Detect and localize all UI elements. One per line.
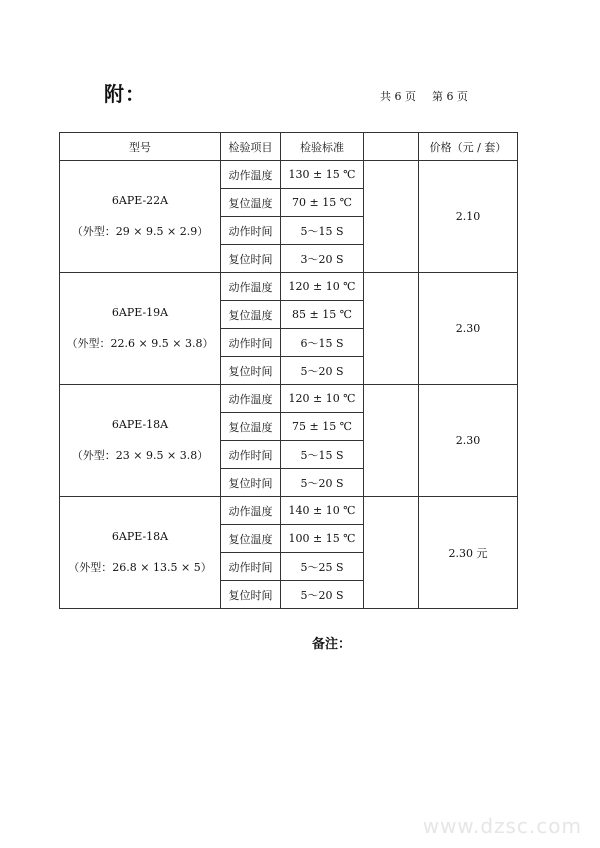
price-cell: 2.30 <box>419 273 518 385</box>
current-page: 第 6 页 <box>432 90 468 103</box>
blank-cell <box>364 273 419 385</box>
inspection-item: 动作时间 <box>221 441 281 469</box>
inspection-item: 复位时间 <box>221 357 281 385</box>
inspection-standard: 130 ± 15 ℃ <box>281 161 364 189</box>
model-dimensions: （外型：29 × 9.5 × 2.9） <box>71 225 209 238</box>
model-name: 6APE-22A <box>111 194 169 207</box>
model-name: 6APE-18A <box>111 418 169 431</box>
blank-cell <box>364 385 419 497</box>
table-header-row <box>60 133 518 161</box>
inspection-item: 复位温度 <box>221 413 281 441</box>
blank-cell <box>364 497 419 609</box>
header-model: 型号 <box>60 133 221 161</box>
inspection-item: 复位温度 <box>221 301 281 329</box>
table-row <box>60 273 518 301</box>
model-cell <box>60 385 221 497</box>
price-cell: 2.30 元 <box>419 497 518 609</box>
note-label: 备注： <box>312 637 352 652</box>
inspection-item: 复位温度 <box>221 189 281 217</box>
inspection-item: 复位时间 <box>221 469 281 497</box>
inspection-item: 动作温度 <box>221 273 281 301</box>
model-dimensions: （外型：23 × 9.5 × 3.8） <box>71 449 209 462</box>
header-inspection-standard: 检验标准 <box>281 133 364 161</box>
inspection-item: 动作温度 <box>221 497 281 525</box>
inspection-standard: 5～20 S <box>281 357 364 385</box>
inspection-item: 动作时间 <box>221 329 281 357</box>
price-cell: 2.30 <box>419 385 518 497</box>
inspection-standard: 3～20 S <box>281 245 364 273</box>
inspection-item: 动作温度 <box>221 161 281 189</box>
model-cell <box>60 161 221 273</box>
inspection-standard: 85 ± 15 ℃ <box>281 301 364 329</box>
inspection-item: 复位时间 <box>221 581 281 609</box>
inspection-standard: 120 ± 10 ℃ <box>281 385 364 413</box>
inspection-item: 复位温度 <box>221 525 281 553</box>
inspection-standard: 120 ± 10 ℃ <box>281 273 364 301</box>
inspection-standard: 100 ± 15 ℃ <box>281 525 364 553</box>
inspection-item: 复位时间 <box>221 245 281 273</box>
model-cell <box>60 497 221 609</box>
inspection-standard: 6～15 S <box>281 329 364 357</box>
table-row <box>60 385 518 413</box>
watermark: www.dzsc.com <box>422 814 582 838</box>
inspection-standard: 5～25 S <box>281 553 364 581</box>
inspection-item: 动作温度 <box>221 385 281 413</box>
model-cell <box>60 273 221 385</box>
inspection-standard: 140 ± 10 ℃ <box>281 497 364 525</box>
inspection-item: 动作时间 <box>221 553 281 581</box>
inspection-standard: 75 ± 15 ℃ <box>281 413 364 441</box>
header-inspection-item: 检验项目 <box>221 133 281 161</box>
spec-price-table <box>59 132 518 609</box>
table-body <box>60 161 518 609</box>
header-blank <box>364 133 419 161</box>
page-counter <box>380 88 468 104</box>
inspection-standard: 5～15 S <box>281 217 364 245</box>
table-row <box>60 161 518 189</box>
table-row <box>60 497 518 525</box>
inspection-standard: 70 ± 15 ℃ <box>281 189 364 217</box>
inspection-item: 动作时间 <box>221 217 281 245</box>
inspection-standard: 5～20 S <box>281 581 364 609</box>
model-name: 6APE-18A <box>111 530 169 543</box>
header-price: 价格（元 / 套） <box>419 133 518 161</box>
price-cell: 2.10 <box>419 161 518 273</box>
inspection-standard: 5～20 S <box>281 469 364 497</box>
model-name: 6APE-19A <box>111 306 169 319</box>
model-dimensions: （外型：22.6 × 9.5 × 3.8） <box>66 337 214 350</box>
page-heading: 附： <box>104 82 146 106</box>
model-dimensions: （外型：26.8 × 13.5 × 5） <box>68 561 212 574</box>
blank-cell <box>364 161 419 273</box>
total-pages: 共 6 页 <box>380 90 416 103</box>
inspection-standard: 5～15 S <box>281 441 364 469</box>
